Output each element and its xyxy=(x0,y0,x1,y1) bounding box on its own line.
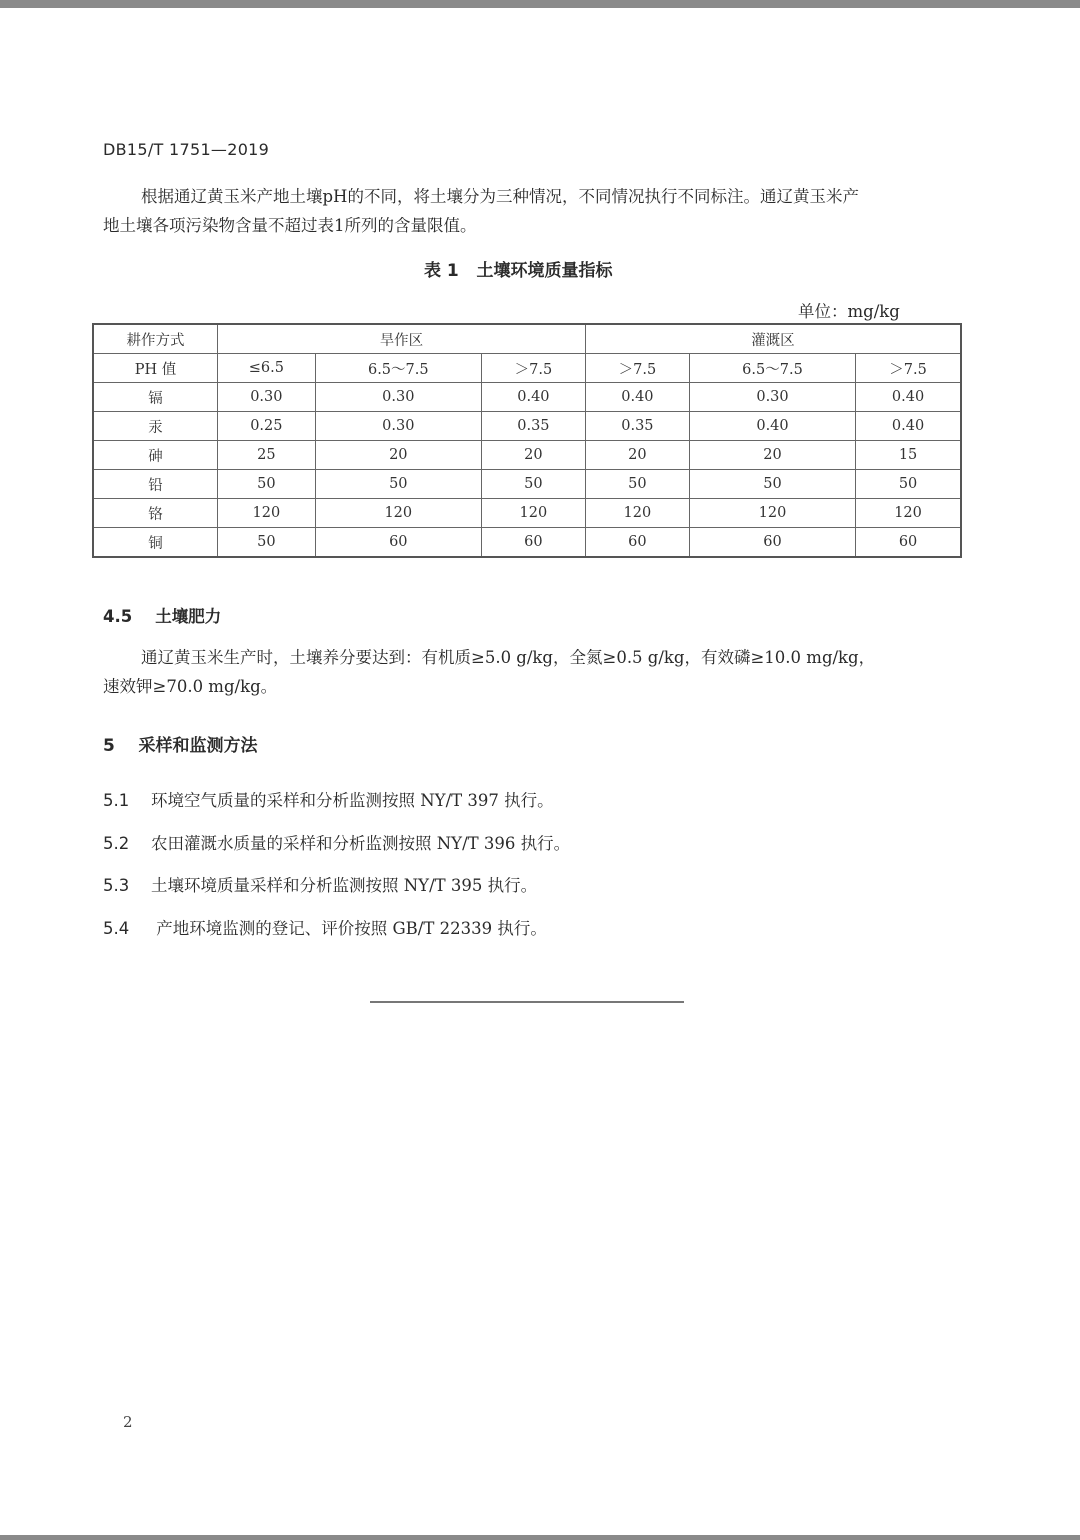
table-cell: 50 xyxy=(218,470,316,499)
fertility-paragraph xyxy=(103,643,963,701)
section-number: 4.5 xyxy=(103,607,133,626)
ph-cell: 6.5～7.5 xyxy=(315,354,481,383)
table-cell: 60 xyxy=(481,528,585,558)
table-cell: 50 xyxy=(856,470,961,499)
soil-quality-table xyxy=(92,323,962,558)
table-cell: 20 xyxy=(689,441,855,470)
table-cell: 20 xyxy=(481,441,585,470)
clause-text: 环境空气质量的采样和分析监测按照 NY/T 397 执行。 xyxy=(151,791,554,810)
table-cell: 120 xyxy=(856,499,961,528)
table-cell: 60 xyxy=(585,528,689,558)
clause-5-2 xyxy=(103,830,570,854)
section-5-heading xyxy=(103,731,258,756)
table-cell: 0.30 xyxy=(315,412,481,441)
table-cell: 0.40 xyxy=(689,412,855,441)
document-id: DB15/T 1751—2019 xyxy=(103,140,270,159)
clause-number: 5.3 xyxy=(103,876,130,895)
table-cell: 0.30 xyxy=(689,383,855,412)
table-cell: 120 xyxy=(481,499,585,528)
row-label: 汞 xyxy=(93,412,218,441)
clause-text: 农田灌溉水质量的采样和分析监测按照 NY/T 396 执行。 xyxy=(151,834,571,853)
clause-5-1 xyxy=(103,787,554,811)
table-cell: 0.30 xyxy=(315,383,481,412)
row-label: 镉 xyxy=(93,383,218,412)
row-label: 砷 xyxy=(93,441,218,470)
table-cell: 50 xyxy=(481,470,585,499)
ph-cell: ＞7.5 xyxy=(481,354,585,383)
table-cell: 120 xyxy=(689,499,855,528)
table-cell: 120 xyxy=(315,499,481,528)
table-cell: 120 xyxy=(585,499,689,528)
ph-cell: ＞7.5 xyxy=(585,354,689,383)
section-4-5-heading xyxy=(103,603,221,627)
table-cell: 60 xyxy=(315,528,481,558)
table-row xyxy=(93,441,961,470)
section-number: 5 xyxy=(103,736,115,756)
table-row xyxy=(93,499,961,528)
table-row xyxy=(93,470,961,499)
clause-text: 产地环境监测的登记、评价按照 GB/T 22339 执行。 xyxy=(151,919,547,938)
table-cell: 0.40 xyxy=(481,383,585,412)
header-irrigated-zone: 灌溉区 xyxy=(585,324,961,354)
table-cell: 60 xyxy=(856,528,961,558)
table-row xyxy=(93,528,961,558)
clause-5-4 xyxy=(103,915,547,939)
table-cell: 25 xyxy=(218,441,316,470)
ph-cell: 6.5～7.5 xyxy=(689,354,855,383)
row-label: 铅 xyxy=(93,470,218,499)
row-label: 铬 xyxy=(93,499,218,528)
clause-text: 土壤环境质量采样和分析监测按照 NY/T 395 执行。 xyxy=(151,876,538,895)
ph-cell: ＞7.5 xyxy=(856,354,961,383)
table-cell: 60 xyxy=(689,528,855,558)
fertility-line-2: 速效钾≥70.0 mg/kg。 xyxy=(103,677,278,696)
table-cell: 0.30 xyxy=(218,383,316,412)
table-cell: 0.35 xyxy=(585,412,689,441)
ph-label: PH 值 xyxy=(93,354,218,383)
table-cell: 50 xyxy=(585,470,689,499)
clause-number: 5.2 xyxy=(103,834,130,853)
table-cell: 20 xyxy=(585,441,689,470)
row-label: 铜 xyxy=(93,528,218,558)
intro-line-1: 根据通辽黄玉米产地土壤pH的不同，将土壤分为三种情况，不同情况执行不同标注。通辽黄玉米产 xyxy=(141,187,859,206)
section-title: 采样和监测方法 xyxy=(138,736,258,756)
table-ph-row xyxy=(93,354,961,383)
intro-paragraph xyxy=(103,182,963,240)
section-title: 土壤肥力 xyxy=(155,607,222,626)
table-row xyxy=(93,412,961,441)
table-header-row xyxy=(93,324,961,354)
table-cell: 120 xyxy=(218,499,316,528)
page-number: 2 xyxy=(123,1413,133,1431)
table-cell: 0.35 xyxy=(481,412,585,441)
table-cell: 50 xyxy=(315,470,481,499)
intro-line-2: 地土壤各项污染物含量不超过表1所列的含量限值。 xyxy=(103,216,477,235)
top-border-bar xyxy=(0,0,1080,8)
clause-number: 5.1 xyxy=(103,791,130,810)
table-cell: 50 xyxy=(218,528,316,558)
bottom-border-bar xyxy=(0,1535,1080,1540)
table-cell: 0.40 xyxy=(856,412,961,441)
fertility-line-1: 通辽黄玉米生产时，土壤养分要达到：有机质≥5.0 g/kg，全氮≥0.5 g/kg，有效磷≥10.0 mg/kg， xyxy=(141,648,876,667)
table-cell: 15 xyxy=(856,441,961,470)
clause-5-3 xyxy=(103,872,537,896)
table-cell: 0.40 xyxy=(856,383,961,412)
table-cell: 20 xyxy=(315,441,481,470)
table-cell: 0.25 xyxy=(218,412,316,441)
table-cell: 50 xyxy=(689,470,855,499)
table-cell: 0.40 xyxy=(585,383,689,412)
end-separator-line xyxy=(370,1001,684,1003)
header-cultivation-method: 耕作方式 xyxy=(93,324,218,354)
table-caption: 表 1 土壤环境质量指标 xyxy=(424,261,613,281)
ph-cell: ≤6.5 xyxy=(218,354,316,383)
header-dryland-zone: 旱作区 xyxy=(218,324,586,354)
unit-label: 单位：mg/kg xyxy=(798,302,900,321)
table-row xyxy=(93,383,961,412)
clause-number: 5.4 xyxy=(103,919,130,938)
